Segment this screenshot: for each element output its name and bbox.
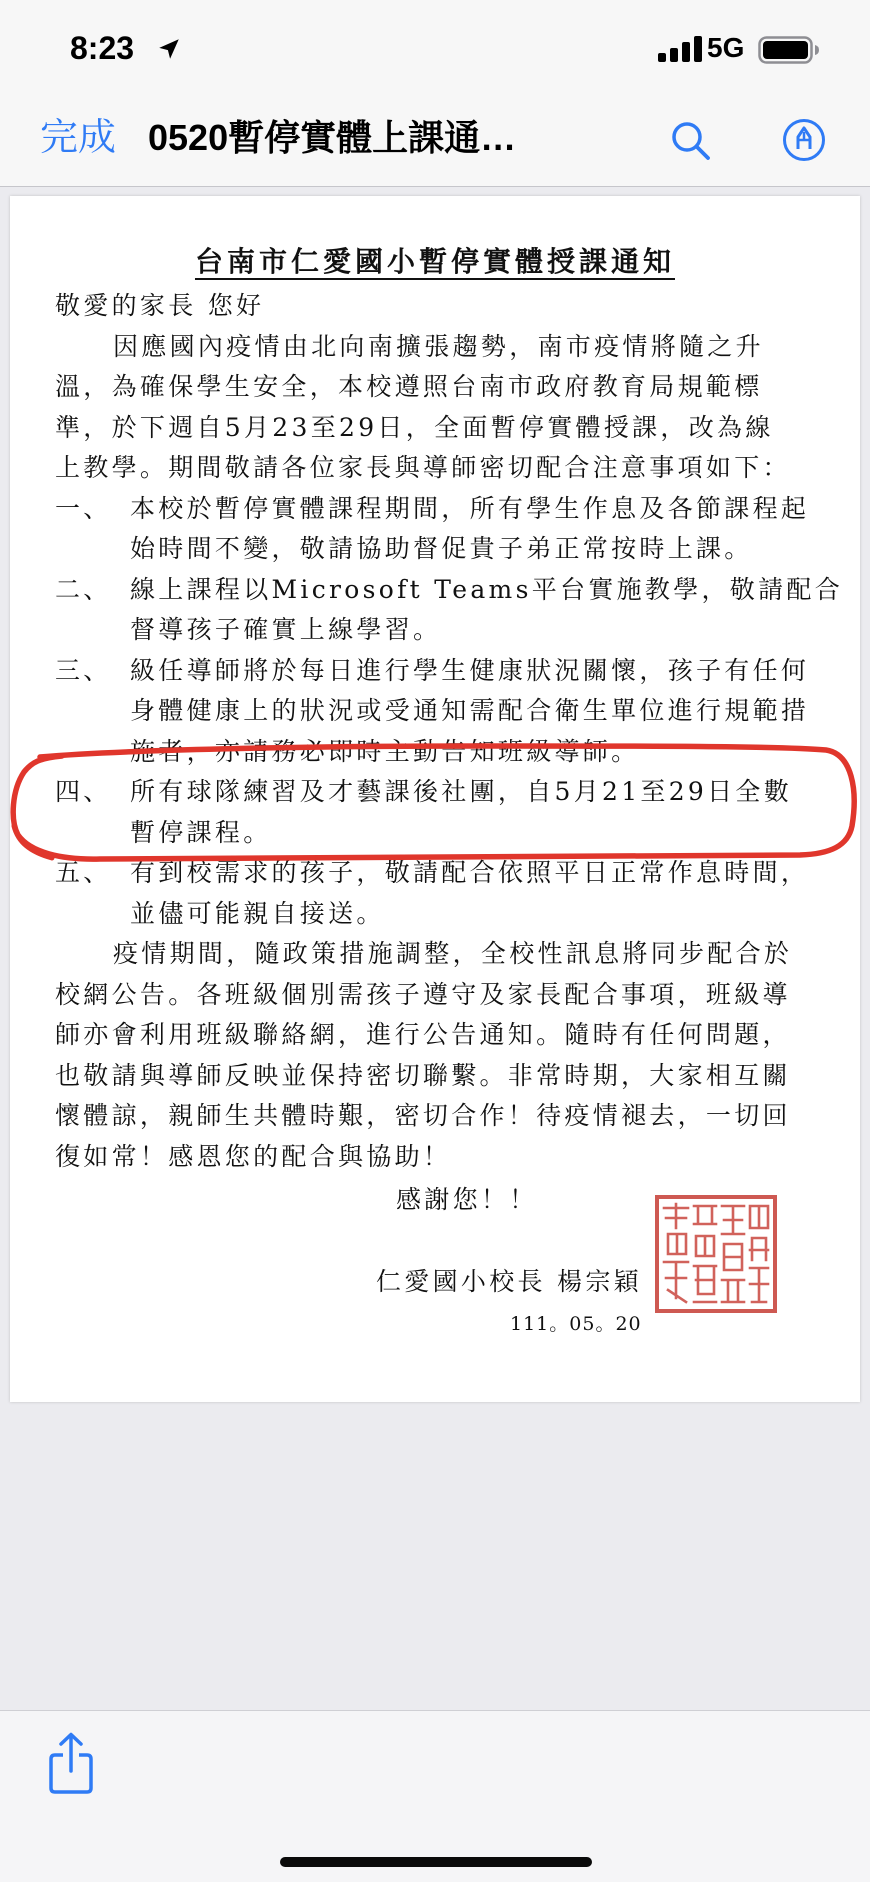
item-line: 本校於暫停實體課程期間，所有學生作息及各節課程起 xyxy=(130,493,810,523)
thanks-text: 感謝您！！ xyxy=(396,1185,538,1214)
item-line: 級任導師將於每日進行學生健康狀況關懷，孩子有任何 xyxy=(130,655,810,685)
intro-line: 溫，為確保學生安全，本校遵照台南市政府教育局規範標 xyxy=(55,372,763,401)
principal-signature: 仁愛國小校長 楊宗穎 xyxy=(376,1267,642,1296)
share-icon[interactable] xyxy=(48,1731,94,1795)
closing-paragraph xyxy=(55,934,845,1177)
location-arrow-icon xyxy=(156,36,182,62)
notice-item-2 xyxy=(55,570,845,651)
greeting: 敬愛的家長 您好 xyxy=(55,291,265,320)
status-bar xyxy=(0,0,870,96)
document-filename-title: 0520暫停實體上課通… xyxy=(148,117,517,158)
item-line: 有到校需求的孩子，敬請配合依照平日正常作息時間， xyxy=(130,858,810,887)
item-line: 並儘可能親自接送。 xyxy=(130,898,385,928)
closing-line: 也敬請與導師反映並保持密切聯繫。非常時期，大家相互關 xyxy=(55,1060,791,1090)
document-viewer[interactable] xyxy=(0,187,870,1710)
battery-icon xyxy=(758,36,820,64)
item-line: 督導孩子確實上線學習。 xyxy=(130,615,442,644)
intro-paragraph xyxy=(55,327,845,489)
notice-item-4 xyxy=(55,772,845,853)
intro-line: 上教學。期間敬請各位家長與導師密切配合注意事項如下： xyxy=(55,453,791,482)
item-marker: 四、 xyxy=(55,777,112,806)
item-line: 施者，亦請務必即時主動告知班級導師。 xyxy=(130,736,640,766)
network-type: 5G xyxy=(707,32,745,63)
item-marker: 一、 xyxy=(55,493,112,523)
closing-line: 師亦會利用班級聯絡網，進行公告通知。隨時有任何問題， xyxy=(55,1020,791,1049)
closing-line: 校網公告。各班級個別需孩子遵守及家長配合事項，班級導 xyxy=(55,979,791,1009)
document-body xyxy=(55,286,845,1177)
closing-line: 疫情期間，隨政策措施調整，全校性訊息將同步配合於 xyxy=(113,939,793,968)
bottom-toolbar xyxy=(0,1710,870,1882)
markup-pen-icon[interactable] xyxy=(782,118,826,162)
item-line: 始時間不變，敬請協助督促貴子弟正常按時上課。 xyxy=(130,534,753,563)
item-line: 暫停課程。 xyxy=(130,817,272,847)
document-title: 台南市仁愛國小暫停實體授課通知 xyxy=(194,245,675,278)
done-button[interactable]: 完成 xyxy=(40,117,117,159)
closing-line: 復如常！感恩您的配合與協助！ xyxy=(55,1141,452,1171)
cellular-signal-icon xyxy=(658,36,702,62)
item-marker: 三、 xyxy=(55,655,112,685)
search-icon[interactable] xyxy=(668,118,712,162)
item-line: 所有球隊練習及才藝課後社團，自5月21至29日全數 xyxy=(130,777,793,806)
item-marker: 二、 xyxy=(55,574,112,604)
closing-line: 懷體諒，親師生共體時艱，密切合作！待疫情褪去，一切回 xyxy=(55,1101,791,1130)
intro-line: 因應國內疫情由北向南擴張趨勢，南市疫情將隨之升 xyxy=(113,331,764,361)
item-line: 身體健康上的狀況或受通知需配合衛生單位進行規範措 xyxy=(130,696,810,725)
notice-item-3 xyxy=(55,651,845,773)
home-indicator[interactable] xyxy=(280,1857,592,1867)
document-date: 111。05。20 xyxy=(510,1313,642,1335)
notice-item-5 xyxy=(55,853,845,934)
status-time: 8:23 xyxy=(70,30,135,66)
nav-bar xyxy=(0,96,870,187)
document-page xyxy=(10,196,860,1402)
school-seal-stamp xyxy=(654,1194,778,1314)
item-line: 線上課程以Microsoft Teams平台實施教學，敬請配合 xyxy=(130,574,843,604)
intro-line: 準，於下週自5月23至29日，全面暫停實體授課，改為線 xyxy=(55,412,774,442)
item-marker: 五、 xyxy=(55,858,112,887)
notice-item-1 xyxy=(55,489,845,570)
